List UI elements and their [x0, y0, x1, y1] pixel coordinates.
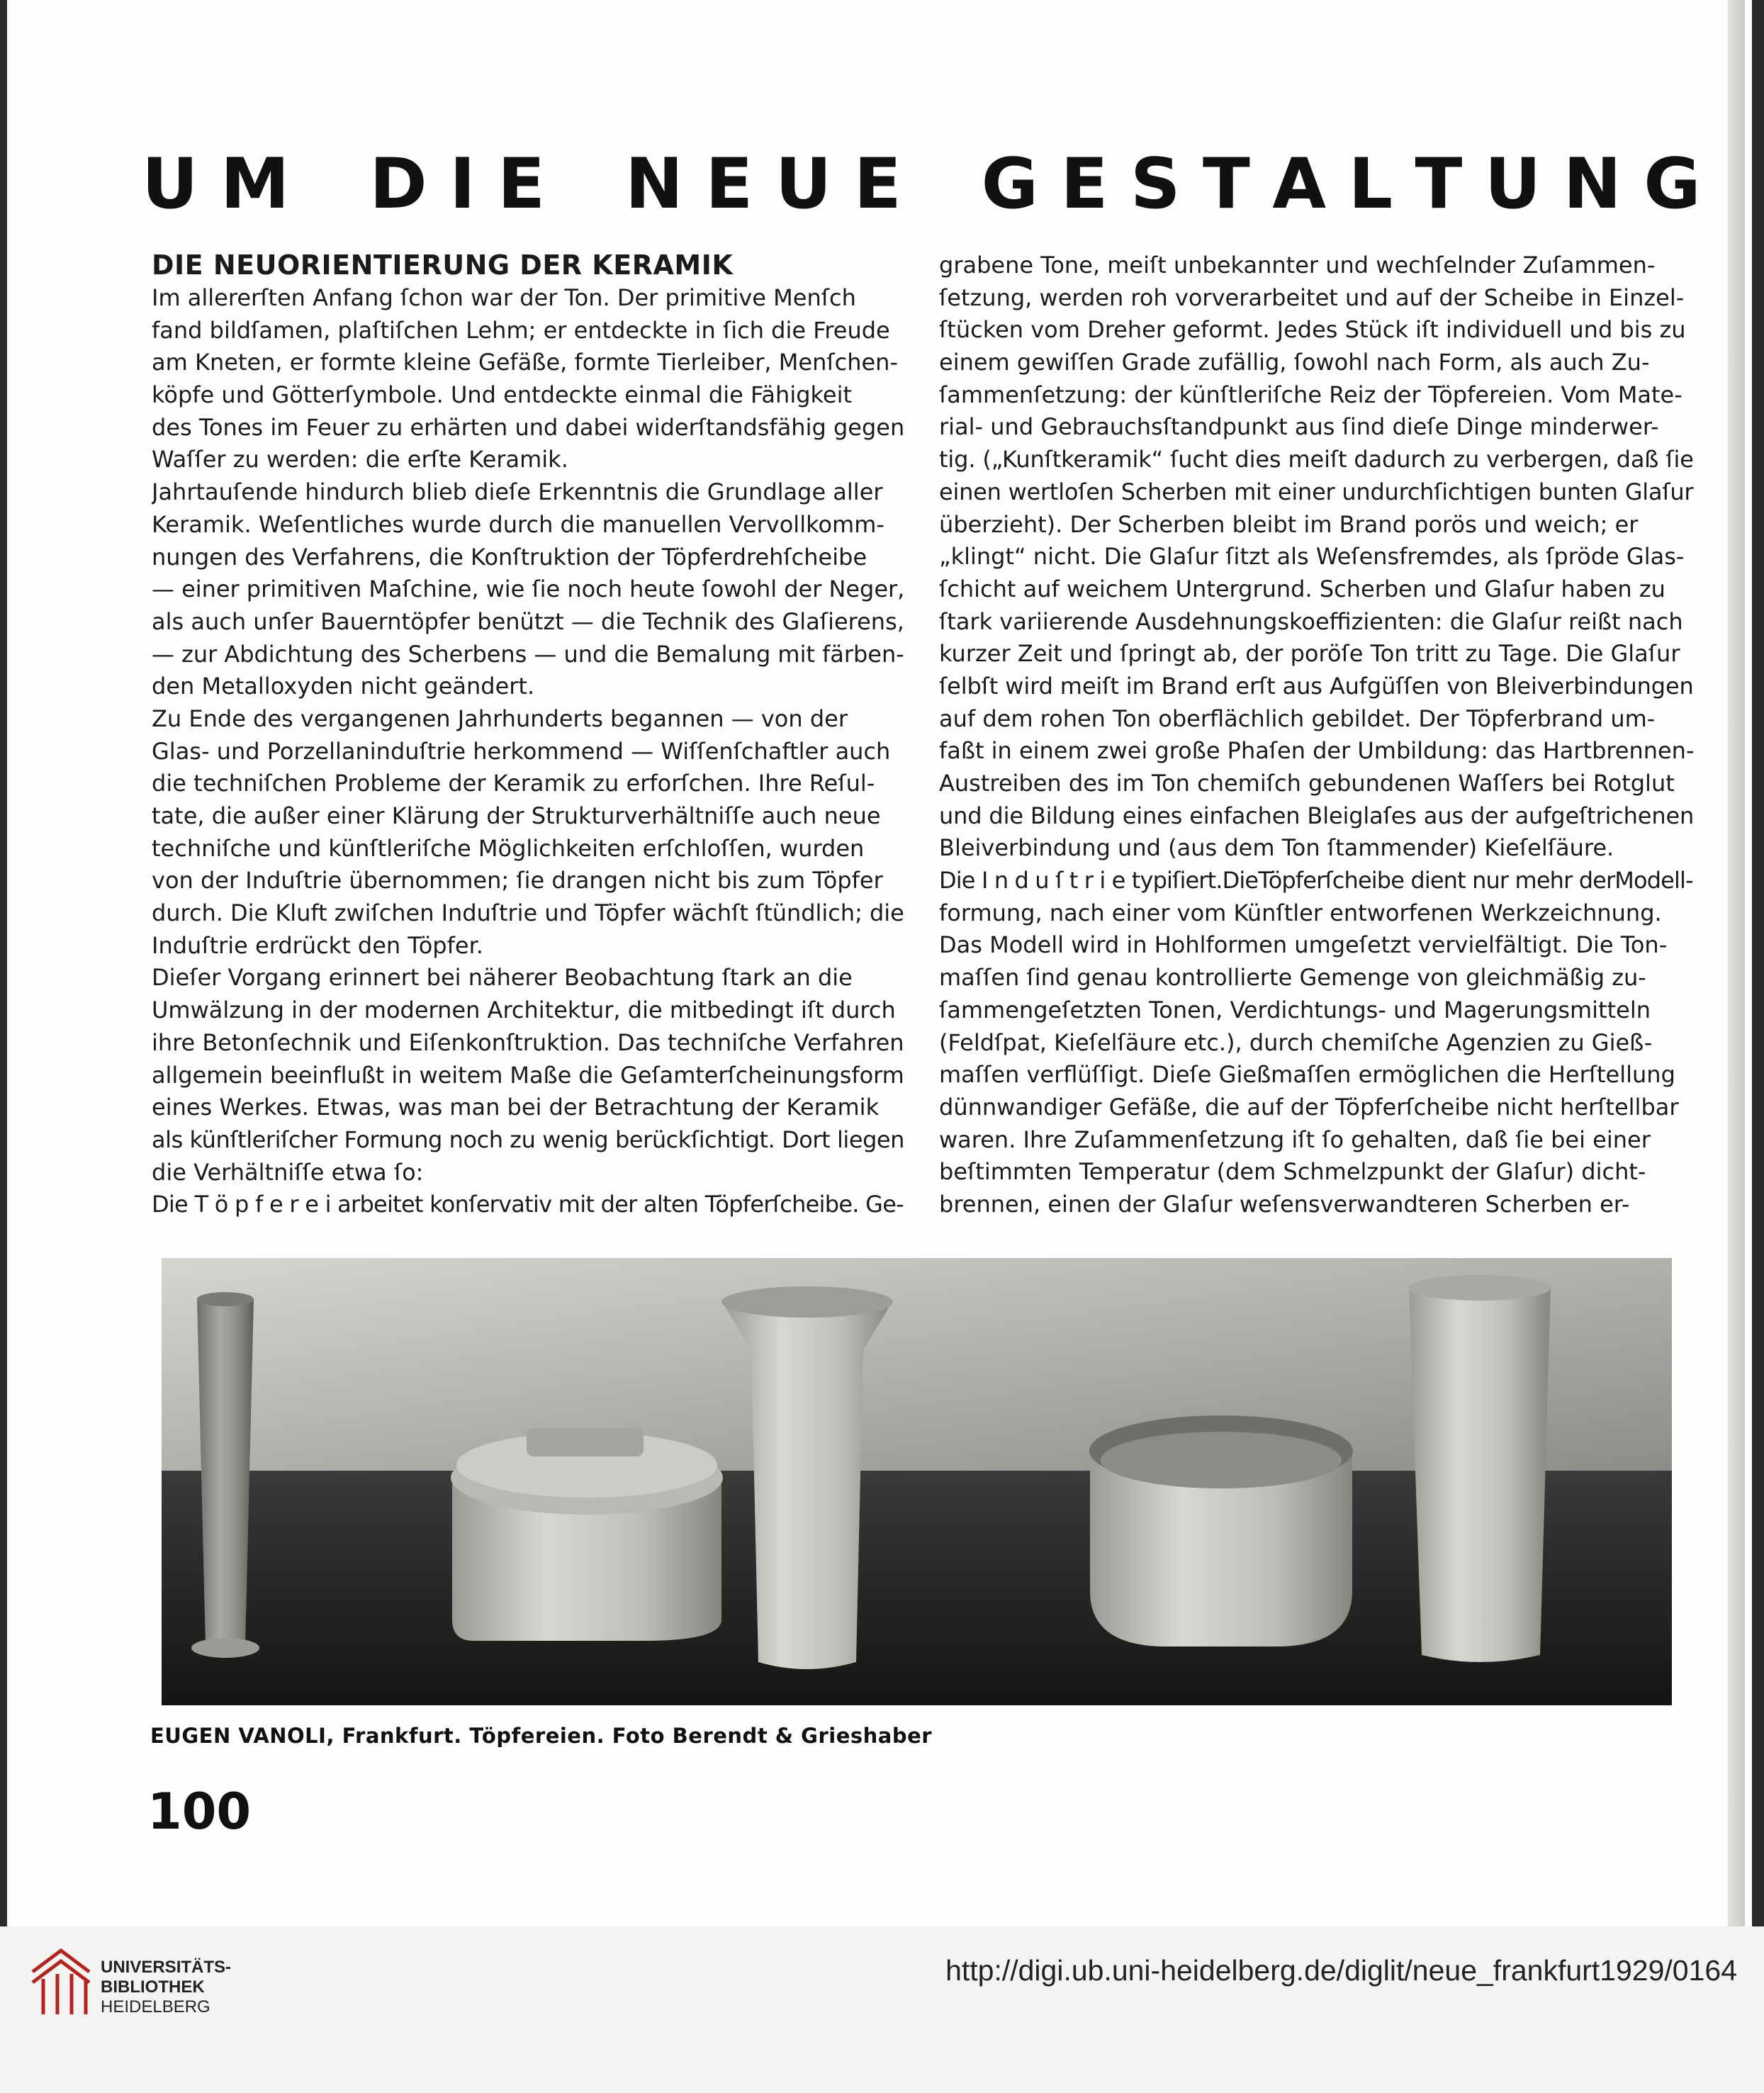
headline-letter: A — [1272, 144, 1327, 225]
left-text-line: die techniſchen Probleme der Keramik zu erforſchen. Ihre Reſul- — [152, 770, 875, 797]
left-text-line: — zur Abdichtung des Scherbens — und die Bemalung mit färben- — [152, 640, 904, 668]
left-text-line: köpfe und Götterſymbole. Und entdeckte einmal die Fähigkeit — [152, 381, 853, 409]
headline-letter: T — [1202, 144, 1250, 225]
left-text-line: Glas- und Porzellaninduſtrie herkommend — Wiſſenſchaftler auch — [152, 737, 891, 765]
left-text-line: Jahrtauſende hindurch blieb dieſe Erkenntnis die Grundlage aller — [152, 478, 883, 506]
left-text-line: als künſtleriſcher Formung noch zu wenig berückſichtigt. Dort liegen — [152, 1126, 904, 1153]
right-text-line: faßt in einem zwei große Phaſen der Umbildung: das Hartbrennen- — [939, 737, 1694, 765]
right-text-line: Bleiverbindung und (aus dem Ton ſtammender) Kieſelſäure. — [939, 834, 1614, 862]
right-body-text — [939, 249, 1694, 1221]
headline-letter: N — [1563, 144, 1622, 225]
right-text-line: grabene Tone, meiſt unbekannter und wechſelnder Zuſammen- — [939, 252, 1656, 279]
right-text-line: Das Modell wird in Hohlformen umgeſetzt vervielfältigt. Die Ton- — [939, 931, 1668, 959]
headline-letter: E — [1060, 144, 1108, 225]
left-text-line: Zu Ende des vergangenen Jahrhunderts begannen — von der — [152, 705, 848, 732]
right-text-line: brennen, einen der Glaſur weſensverwandteren Scherben er- — [939, 1190, 1630, 1218]
right-text-line: einem gewiſſen Grade zufällig, ſowohl nach Form, als auch Zu- — [939, 349, 1650, 376]
right-text-line: ſtark variierende Ausdehnungskoeffizienten: die Glaſur reißt nach — [939, 607, 1683, 635]
left-text-line: fand bildſamen, plaſtiſchen Lehm; er entdeckte in ſich die Freude — [152, 316, 890, 344]
right-text-line: (Feldſpat, Kieſelſäure etc.), durch chemiſche Agenzien zu Gieß- — [939, 1028, 1653, 1056]
headline-letter: D — [369, 144, 427, 225]
source-url-link[interactable]: http://digi.ub.uni-heidelberg.de/diglit/neue_frankfurt1929/0164 — [945, 1954, 1737, 1987]
pottery-photo-image — [162, 1258, 1672, 1705]
right-text-line: tig. („Kunſtkeramik“ ſucht dies meiſt dadurch zu verbergen, daß ſie — [939, 446, 1694, 473]
library-line-1: UNIVERSITÄTS- — [101, 1958, 232, 1977]
left-text-line: von der Induſtrie übernommen; ſie drangen nicht bis zum Töpfer — [152, 867, 883, 894]
left-text-line: des Tones im Feuer zu erhärten und dabei widerſtandsfähig gegen — [152, 413, 904, 441]
headline-letter: L — [1348, 144, 1393, 225]
right-text-line: überzieht). Der Scherben bleibt im Brand porös und weich; er — [939, 510, 1639, 538]
right-text-line: maſſen ſind genau kontrollierte Gemenge von gleichmäßig zu- — [939, 964, 1646, 992]
headline-letter: E — [853, 144, 901, 225]
photo-caption: EUGEN VANOLI, Frankfurt. Töpfereien. Foto Berendt & Grieshaber — [150, 1724, 933, 1748]
left-text-line: — einer primitiven Maſchine, wie ſie noch heute ſowohl der Neger, — [152, 576, 904, 603]
left-text-line: Im allererſten Anfang ſchon war der Ton. Der primitive Menſch — [152, 284, 856, 311]
viewer-footer — [0, 1926, 1764, 2050]
headline-letter: E — [705, 144, 753, 225]
right-text-line: ſetzung, werden roh vorverarbeitet und auf der Scheibe in Einzel- — [939, 284, 1685, 311]
headline-letter: N — [624, 144, 683, 225]
right-text-line: einen wertloſen Scherben mit einer undurchſichtigen bunten Glaſur — [939, 478, 1694, 505]
right-text-line: ſtücken vom Dreher geformt. Jedes Stück iſt individuell und bis zu — [939, 316, 1686, 344]
headline-letter: U — [775, 144, 832, 225]
page-number: 100 — [147, 1783, 252, 1841]
right-text-line: kurzer Zeit und ſpringt ab, der poröſe Ton tritt zu Tage. Die Glaſur — [939, 640, 1680, 668]
left-body-text — [152, 282, 904, 1221]
right-text-line: Die I n d u ſ t r i e typiſiert.DieTöpferſcheibe dient nur mehr derModell- — [939, 867, 1693, 894]
left-text-line: durch. Die Kluft zwiſchen Induſtrie und Töpfer wächſt ſtündlich; die — [152, 899, 904, 927]
left-text-line: nungen des Verfahrens, die Konſtruktion der Töpferdrehſcheibe — [152, 543, 867, 571]
section-title: DIE NEUORIENTIERUNG DER KERAMIK — [152, 249, 734, 281]
left-text-line: Keramik. Weſentliches wurde durch die manuellen Vervollkomm- — [152, 510, 884, 538]
left-text-line: Umwälzung in der modernen Architektur, die mitbedingt iſt durch — [152, 997, 896, 1024]
left-text-line: die Verhältniſſe etwa ſo: — [152, 1158, 424, 1186]
headline-letter: G — [1644, 144, 1701, 225]
left-text-line: ihre Betonſechnik und Eiſenkonſtruktion. Das techniſche Verfahren — [152, 1028, 904, 1056]
right-text-line: Austreiben des im Ton chemiſch gebundenen Waſſers bei Rotglut — [939, 770, 1675, 797]
right-text-line: ſammengeſetzten Tonen, Verdichtungs- und Magerungsmitteln — [939, 996, 1651, 1023]
headline-letter: T — [1415, 144, 1463, 225]
right-text-line: ſchicht auf weichem Untergrund. Scherben und Glaſur haben zu — [939, 575, 1665, 602]
headline-letter: U — [1484, 144, 1541, 225]
right-text-line: auf dem rohen Ton oberflächlich gebildet. Der Töpferbrand um- — [939, 705, 1656, 732]
right-text-line: beſtimmten Temperatur (dem Schmelzpunkt der Glaſur) dicht- — [939, 1158, 1646, 1186]
right-text-line: formung, nach einer vom Künſtler entworfenen Werkzeichnung. — [939, 899, 1662, 926]
left-text-line: als auch unſer Bauerntöpfer benützt — die Technik des Glaſierens, — [152, 607, 904, 635]
left-text-line: Die T ö p f e r e i arbeitet konſervativ mit der alten Töpferſcheibe. Ge- — [152, 1191, 904, 1218]
left-text-line: techniſche und künſtleriſche Möglichkeiten erſchloſſen, wurden — [152, 834, 865, 862]
text-column-right — [939, 249, 1694, 1221]
right-text-line: rial- und Gebrauchsſtandpunkt aus ſind dieſe Dinge minderwer- — [939, 413, 1659, 441]
left-text-line: Dieſer Vorgang erinnert bei näherer Beobachtung ſtark an die — [152, 964, 853, 992]
left-text-line: Waſſer zu werden: die erſte Keramik. — [152, 446, 568, 473]
left-text-line: den Metalloxyden nicht geändert. — [152, 673, 535, 700]
left-text-line: eines Werkes. Etwas, was man bei der Betrachtung der Keramik — [152, 1094, 880, 1121]
right-text-line: und die Bildung eines einfachen Bleiglaſes aus der aufgeſtrichenen — [939, 802, 1694, 829]
right-text-line: „klingt“ nicht. Die Glaſur ſitzt als Weſensfremdes, als ſpröde Glas- — [939, 543, 1685, 571]
headline-letter: S — [1130, 144, 1181, 225]
headline-letter: I — [449, 144, 476, 225]
left-text-line: tate, die außer einer Klärung der Strukturverhältniſſe auch neue — [152, 802, 881, 829]
headline-letter: U — [142, 144, 198, 225]
library-line-2: BIBLIOTHEK — [101, 1977, 205, 1997]
left-text-line: Induſtrie erdrückt den Töpfer. — [152, 931, 483, 959]
right-text-line: waren. Ihre Zuſammenſetzung iſt ſo gehalten, daß ſie bei einer — [939, 1126, 1651, 1153]
left-text-line: am Kneten, er formte kleine Gefäße, formte Tierleiber, Menſchen- — [152, 349, 898, 376]
library-line-3: HEIDELBERG — [101, 1997, 210, 2016]
page-edge — [1728, 0, 1745, 1926]
headline-letter: G — [981, 144, 1039, 225]
right-text-line: dünnwandiger Gefäße, die auf der Töpferſcheibe nicht herſtellbar — [939, 1093, 1679, 1121]
text-column-left — [152, 248, 904, 1221]
right-text-line: maſſen verflüſſigt. Dieſe Gießmaſſen ermöglichen die Herſtellung — [939, 1061, 1675, 1089]
university-library-logo-icon — [18, 1940, 103, 2025]
page-headline — [142, 135, 1701, 234]
headline-letter: M — [220, 144, 290, 225]
library-name — [101, 1958, 231, 2017]
headline-letter: E — [498, 144, 546, 225]
right-text-line: ſelbſt wird meiſt im Brand erſt aus Aufgüſſen von Bleiverbindungen — [939, 672, 1694, 700]
left-text-line: allgemein beeinflußt in weitem Maße die Geſamterſcheinungsform — [152, 1061, 904, 1089]
right-text-line: ſammenſetzung: der künſtleriſche Reiz der Töpfereien. Vom Mate- — [939, 381, 1682, 408]
